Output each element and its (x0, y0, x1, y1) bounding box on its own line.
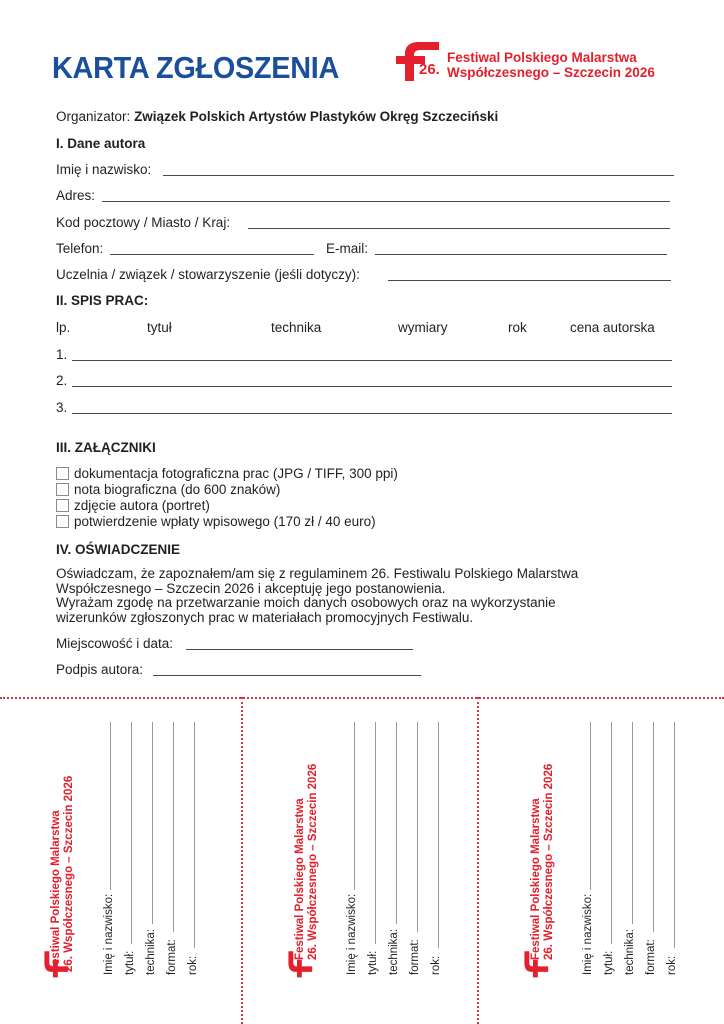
signature-label: Podpis autora: (56, 662, 144, 677)
cut-line-horizontal (0, 697, 724, 699)
place-date-label: Miejscowość i data: (56, 636, 174, 651)
col-price: cena autorska (570, 320, 655, 335)
label-format-field[interactable] (653, 722, 654, 932)
label-technique: technika: (388, 928, 400, 975)
label-title-field[interactable] (611, 722, 612, 944)
label-logo-line-1: Festiwal Polskiego Malarstwa (50, 810, 62, 972)
email-field[interactable] (375, 254, 667, 255)
checkbox-author-photo[interactable] (56, 499, 69, 512)
col-technique: technika (271, 320, 322, 335)
checkbox-payment-confirmation[interactable] (56, 515, 69, 528)
declaration-line: Współczesnego – Szczecin 2026 i akceptuję jego postanowienia. (56, 580, 446, 596)
col-year: rok (508, 320, 527, 335)
phone-field[interactable] (110, 254, 314, 255)
col-dimensions: wymiary (398, 320, 448, 335)
label-format-field[interactable] (417, 722, 418, 932)
label-format: format: (409, 939, 421, 975)
declaration-line: Oświadczam, że zapoznałem/am się z regulaminem 26. Festiwalu Polskiego Malarstwa (56, 566, 579, 581)
address-label: Adres: (56, 188, 96, 203)
label-year: rok: (666, 955, 678, 975)
label-logo-number: 26. (62, 956, 75, 972)
row-2-number: 2. (56, 373, 68, 388)
label-logo-line-1: Festiwal Polskiego Malarstwa (530, 798, 542, 960)
label-format-field[interactable] (173, 722, 174, 932)
label-title: tytuł: (603, 950, 615, 975)
checkbox-bio-note[interactable] (56, 483, 69, 496)
page-title: KARTA ZGŁOSZENIA (52, 50, 340, 85)
address-field[interactable] (102, 201, 670, 202)
attachment-2-label: nota biograficzna (do 600 znaków) (74, 482, 281, 497)
postal-field[interactable] (248, 228, 670, 229)
cut-line-vertical-2 (477, 697, 479, 1024)
label-format: format: (645, 939, 657, 975)
phone-label: Telefon: (56, 241, 104, 256)
label-year: rok: (430, 955, 442, 975)
col-lp: lp. (56, 320, 71, 335)
label-name-field[interactable] (354, 722, 355, 890)
postal-label: Kod pocztowy / Miasto / Kraj: (56, 215, 231, 230)
school-field[interactable] (388, 280, 671, 281)
label-year: rok: (187, 955, 199, 975)
row-3-field[interactable] (72, 413, 672, 414)
label-technique: technika: (624, 928, 636, 975)
name-field[interactable] (163, 175, 674, 176)
row-3-number: 3. (56, 400, 68, 415)
section-2-heading: II. SPIS PRAC: (56, 293, 149, 308)
label-logo-number: 26. (306, 944, 319, 960)
label-logo-line-2: Współczesnego – Szczecin 2026 (306, 763, 319, 941)
attachment-3-label: zdjęcie autora (portret) (74, 498, 210, 513)
section-1-heading: I. Dane autora (56, 136, 146, 151)
cut-line-vertical-1 (241, 697, 243, 1024)
checkbox-photo-docs[interactable] (56, 467, 69, 480)
declaration-line: Wyrażam zgodę na przetwarzanie moich danych osobowych oraz na wykorzystanie (56, 595, 556, 610)
row-1-number: 1. (56, 347, 68, 362)
label-format: format: (166, 939, 178, 975)
label-title: tytuł: (367, 950, 379, 975)
label-year-field[interactable] (674, 722, 675, 948)
label-name: Imię i nazwisko: (103, 893, 115, 975)
label-logo-number: 26. (542, 944, 555, 960)
label-logo-text (294, 764, 319, 960)
col-title: tytuł (147, 320, 172, 335)
label-title-field[interactable] (131, 722, 132, 944)
attachment-4-label: potwierdzenie wpłaty wpisowego (170 zł / 40 euro) (74, 514, 376, 529)
label-title: tytuł: (124, 950, 136, 975)
label-name-field[interactable] (590, 722, 591, 890)
label-technique-field[interactable] (152, 722, 153, 924)
label-technique: technika: (145, 928, 157, 975)
label-logo-text (530, 764, 555, 960)
label-technique-field[interactable] (632, 722, 633, 924)
place-date-field[interactable] (186, 649, 413, 650)
logo-line-2: Współczesnego – Szczecin 2026 (447, 65, 655, 80)
row-2-field[interactable] (72, 386, 672, 387)
attachment-1-label: dokumentacja fotograficzna prac (JPG / TIFF, 300 ppi) (74, 466, 398, 481)
label-year-field[interactable] (438, 722, 439, 948)
email-label: E-mail: (326, 241, 369, 256)
logo-text (447, 50, 655, 80)
organizer-line (56, 109, 498, 125)
name-label: Imię i nazwisko: (56, 162, 152, 177)
label-logo-line-1: Festiwal Polskiego Malarstwa (294, 798, 306, 960)
label-technique-field[interactable] (396, 722, 397, 924)
organizer-value: Związek Polskich Artystów Plastyków Okręg Szczeciński (134, 109, 499, 124)
organizer-label: Organizator: (56, 109, 131, 124)
section-4-heading: IV. OŚWIADCZENIE (56, 542, 181, 557)
school-label: Uczelnia / związek / stowarzyszenie (jeśli dotyczy): (56, 267, 360, 282)
label-name: Imię i nazwisko: (582, 893, 594, 975)
logo-number: 26. (419, 61, 440, 78)
signature-field[interactable] (153, 675, 421, 676)
row-1-field[interactable] (72, 360, 672, 361)
label-name: Imię i nazwisko: (346, 893, 358, 975)
logo-line-1: Festiwal Polskiego Malarstwa (447, 50, 637, 65)
declaration-text (56, 567, 666, 625)
label-logo-line-2: Współczesnego – Szczecin 2026 (542, 763, 555, 941)
label-logo-text (50, 776, 75, 972)
label-name-field[interactable] (110, 722, 111, 890)
label-logo-line-2: Współczesnego – Szczecin 2026 (62, 775, 75, 953)
label-title-field[interactable] (375, 722, 376, 944)
section-3-heading: III. ZAŁĄCZNIKI (56, 440, 156, 455)
label-year-field[interactable] (194, 722, 195, 948)
declaration-line: wizerunków zgłoszonych prac w materiałach promocyjnych Festiwalu. (56, 609, 474, 625)
